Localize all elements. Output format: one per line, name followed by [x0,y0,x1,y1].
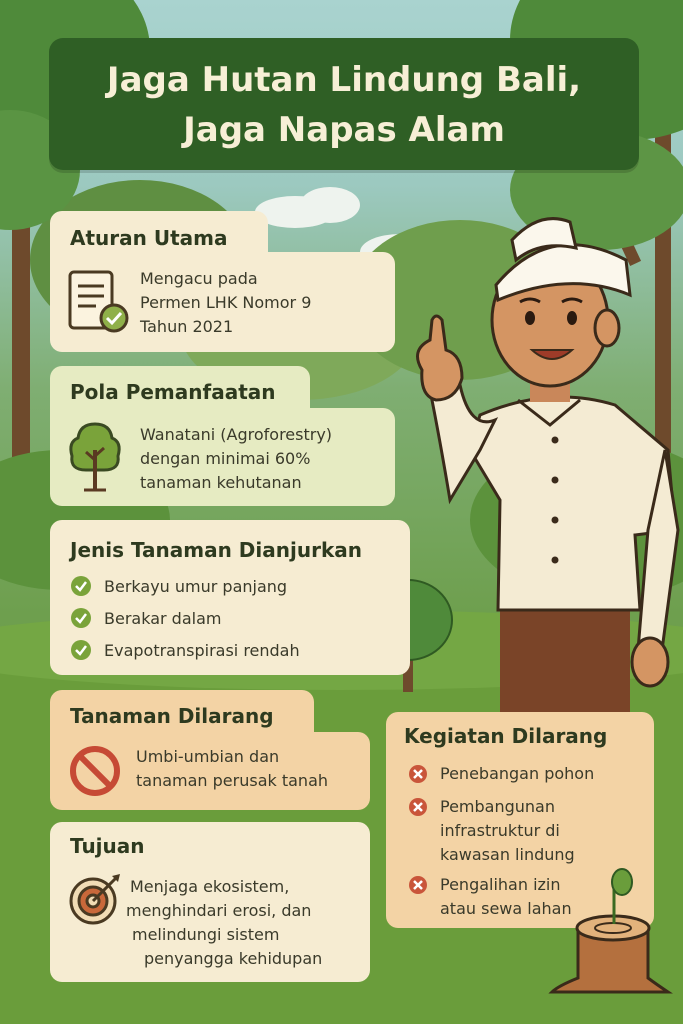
prohibit-icon [68,744,122,798]
jenis-item-2: Berakar dalam [104,609,222,628]
tanaman-dilarang-line-1: Umbi-umbian dan [136,747,280,766]
pola-line-1: Wanatani (Agroforestry) [140,425,333,444]
kegiatan-item-2-line-2: infrastruktur di [440,821,560,840]
title-line-1: Jaga Hutan Lindung Bali, [106,60,582,100]
tujuan-line-4: penyangga kehidupan [144,949,323,968]
jenis-heading: Jenis Tanaman Dianjurkan [70,538,362,562]
jenis-item-1: Berkayu umur panjang [104,577,288,596]
man-pointing-illustration [400,200,683,720]
target-icon [68,872,122,926]
pola-line-3: tanaman kehutanan [140,473,302,492]
tree-stump-icon [548,868,678,998]
check-icon [70,639,92,661]
cross-icon [408,764,428,784]
tujuan-line-1: Menjaga ekosistem, [130,877,290,896]
check-icon [70,607,92,629]
title-banner [49,38,639,170]
aturan-line-3: Tahun 2021 [140,317,234,336]
document-check-icon [66,268,132,336]
tanaman-dilarang-heading: Tanaman Dilarang [70,704,274,728]
kegiatan-item-3-line-2: atau sewa lahan [440,899,572,918]
cross-icon [408,875,428,895]
tanaman-dilarang-line-2: tanaman perusak tanah [136,771,329,790]
pola-line-2: dengan minimai 60% [140,449,311,468]
kegiatan-dilarang-heading: Kegiatan Dilarang [404,724,608,748]
title-line-2: Jaga Napas Alam [183,110,505,150]
check-icon [70,575,92,597]
kegiatan-item-1-line-1: Penebangan pohon [440,764,595,783]
jenis-item-3: Evapotranspirasi rendah [104,641,300,660]
tree-icon [66,420,124,494]
kegiatan-item-3-line-1: Pengalihan izin [440,875,561,894]
aturan-line-2: Permen LHK Nomor 9 [140,293,312,312]
tujuan-line-3: melindungi sistem [132,925,280,944]
tujuan-heading: Tujuan [70,834,145,858]
aturan-line-1: Mengacu pada [140,269,258,288]
kegiatan-item-2-line-3: kawasan lindung [440,845,575,864]
aturan-heading: Aturan Utama [70,226,228,250]
kegiatan-item-2-line-1: Pembangunan [440,797,555,816]
pola-heading: Pola Pemanfaatan [70,380,276,404]
tujuan-line-2: menghindari erosi, dan [126,901,312,920]
cross-icon [408,797,428,817]
